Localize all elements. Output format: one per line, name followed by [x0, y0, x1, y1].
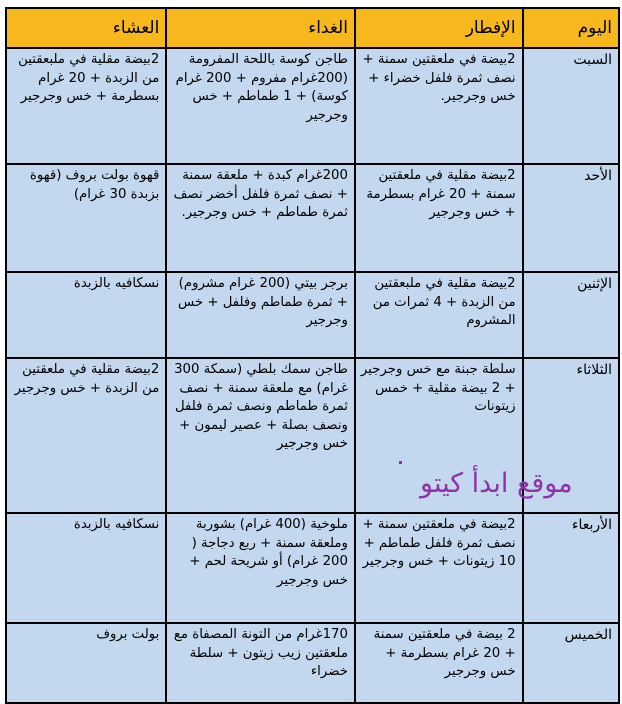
day-cell: السبت: [523, 48, 619, 164]
site-watermark: موقع ابدأ كيتو: [420, 468, 573, 499]
breakfast-cell: 2بيضة في ملعقتين سمنة + نصف ثمرة فلفل طماطم + 10 زيتونات + خس وجرجير: [355, 513, 523, 623]
breakfast-cell: 2بيضة في ملعقتين سمنة + نصف ثمرة فلفل خضراء + خس وجرجير.: [355, 48, 523, 164]
day-cell: الإثنين: [523, 272, 619, 358]
lunch-cell: 170غرام من التونة المصفاة مع ملعقتين زيب زيتون + سلطة خضراء: [166, 623, 355, 703]
dinner-cell: 2بيضة مقلية في ملعقتين من الزبدة + خس وجرجير: [6, 358, 166, 513]
dinner-cell: نسكافيه بالزبدة: [6, 513, 166, 623]
day-cell: الثلاثاء: [523, 358, 619, 513]
lunch-cell: طاجن سمك بلطي (سمكة 300 غرام) مع ملعقة سمنة + نصف ثمرة طماطم ونصف ثمرة فلفل ونصف بصلة + عصير ليمون + خس وجرجير: [166, 358, 355, 513]
breakfast-cell: سلطة جبنة مع خس وجرجير + 2 بيضة مقلية + خمس زيتونات: [355, 358, 523, 513]
day-cell: الخميس: [523, 623, 619, 703]
watermark-dot: [399, 461, 402, 464]
dinner-cell: قهوة بولت بروف (قهوة بزبدة 30 غرام): [6, 164, 166, 272]
lunch-cell: طاجن كوسة باللحة المفرومة (200غرام مفروم + 200 غرام كوسة) + 1 طماطم + خس وجرجير: [166, 48, 355, 164]
day-cell: الأحد: [523, 164, 619, 272]
day-cell: الأربعاء: [523, 513, 619, 623]
breakfast-cell: 2بيضة مقلية في ملعقتين سمنة + 20 غرام بسطرمة + خس وجرجير: [355, 164, 523, 272]
table-row: [6, 623, 619, 703]
dinner-cell: نسكافيه بالزبدة: [6, 272, 166, 358]
header-day: اليوم: [523, 8, 619, 48]
table-row: [6, 164, 619, 272]
table-row: [6, 48, 619, 164]
meal-plan-table: [5, 7, 620, 704]
breakfast-cell: 2بيضة مقلية في ملبعقتين من الزبدة + 4 ثمرات من المشروم: [355, 272, 523, 358]
table-row: [6, 272, 619, 358]
lunch-cell: برجر بيتي (200 غرام مشروم) + ثمرة طماطم وفلفل + خس وجرجير: [166, 272, 355, 358]
header-lunch: الغداء: [166, 8, 355, 48]
header-row: [6, 8, 619, 48]
dinner-cell: بولت بروف: [6, 623, 166, 703]
breakfast-cell: 2 بيضة في ملعقتين سمنة + 20 غرام بسطرمة + خس وجرجير: [355, 623, 523, 703]
header-dinner: العشاء: [6, 8, 166, 48]
lunch-cell: ملوخية (400 غرام) بشوربة وملعقة سمنة + ربع دجاجة ( 200 غرام) أو شريحة لحم + خس وجرجير: [166, 513, 355, 623]
dinner-cell: 2بيضة مقلية في ملبعقتين من الزبدة + 20 غرام بسطرمة + خس وجرجير: [6, 48, 166, 164]
table-row: [6, 513, 619, 623]
header-breakfast: الإفطار: [355, 8, 523, 48]
lunch-cell: 200غرام كبدة + ملعقة سمنة + نصف ثمرة فلفل أخضر نصف ثمرة طماطم + خس وجرجير.: [166, 164, 355, 272]
